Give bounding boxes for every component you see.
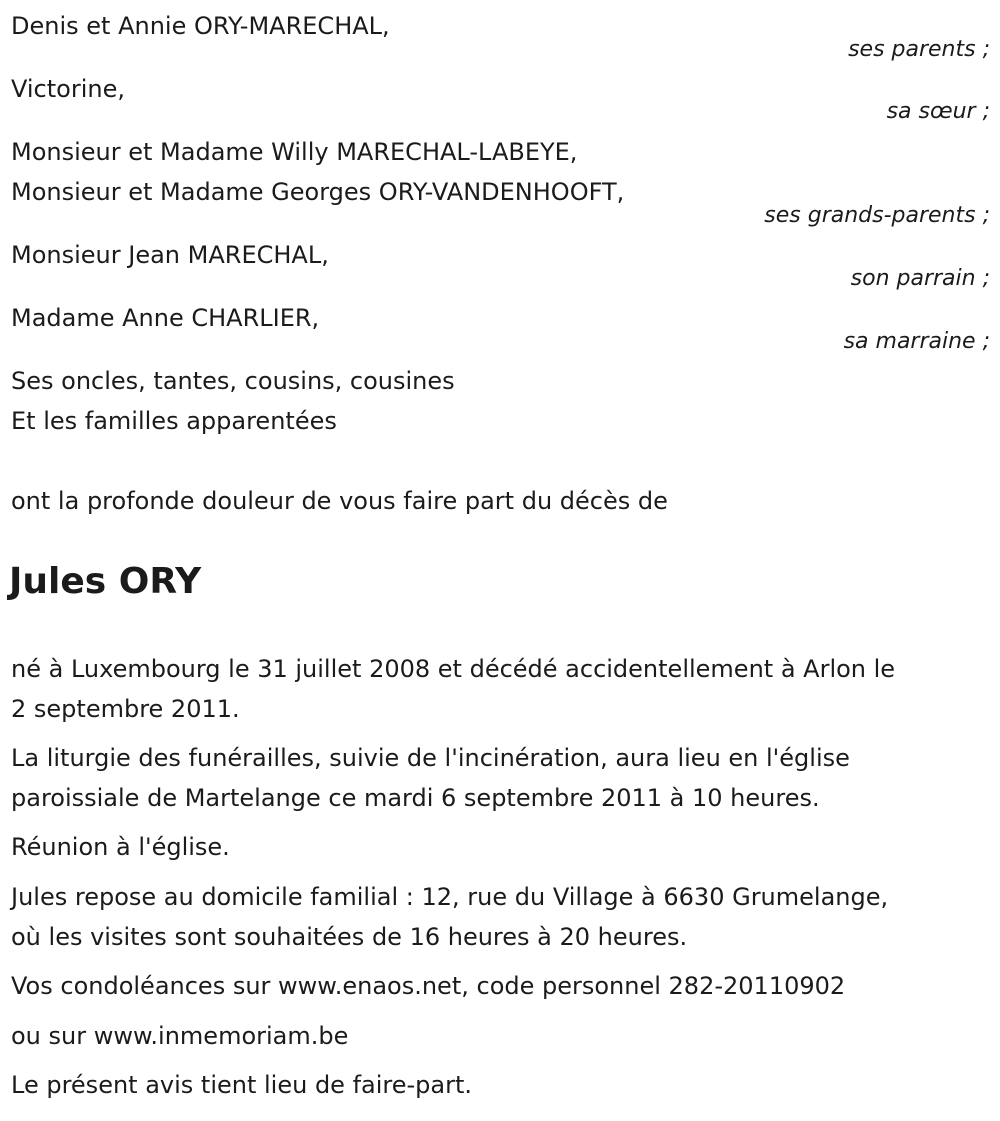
condolences-line: Vos condoléances sur www.enaos.net, code personnel 282-20110902 [11, 972, 846, 1000]
funeral-line: La liturgie des funérailles, suivie de l'incinération, aura lieu en l'église [11, 744, 850, 772]
repose-line: où les visites sont souhaitées de 16 heures à 20 heures. [11, 923, 688, 951]
family-name-line: Madame Anne CHARLIER, [11, 304, 320, 332]
family-name-line: Denis et Annie ORY-MARECHAL, [11, 12, 390, 40]
meeting-line: Réunion à l'église. [11, 833, 230, 861]
family-name-line: Monsieur et Madame Georges ORY-VANDENHOOFT, [11, 178, 625, 206]
birth-death-line: né à Luxembourg le 31 juillet 2008 et décédé accidentellement à Arlon le [11, 655, 896, 683]
repose-line: Jules repose au domicile familial : 12, rue du Village à 6630 Grumelange, [11, 883, 889, 911]
condolences-alt-line: ou sur www.inmemoriam.be [11, 1022, 349, 1050]
relatives-line: Et les familles apparentées [11, 407, 337, 435]
relatives-line: Ses oncles, tantes, cousins, cousines [11, 367, 455, 395]
family-role: sa marraine ; [843, 329, 990, 354]
family-name-line: Monsieur Jean MARECHAL, [11, 241, 329, 269]
family-role: ses parents ; [848, 37, 990, 62]
family-role: ses grands-parents ; [764, 203, 990, 228]
announcement-text: ont la profonde douleur de vous faire part du décès de [11, 487, 668, 515]
deceased-name: Jules ORY [9, 561, 202, 602]
birth-death-line: 2 septembre 2011. [11, 695, 240, 723]
funeral-line: paroissiale de Martelange ce mardi 6 septembre 2011 à 10 heures. [11, 784, 820, 812]
family-role: sa sœur ; [886, 99, 990, 124]
family-role: son parrain ; [850, 266, 990, 291]
family-name-line: Monsieur et Madame Willy MARECHAL-LABEYE, [11, 138, 578, 166]
family-name-line: Victorine, [11, 75, 125, 103]
notice-line: Le présent avis tient lieu de faire-part. [11, 1071, 473, 1099]
